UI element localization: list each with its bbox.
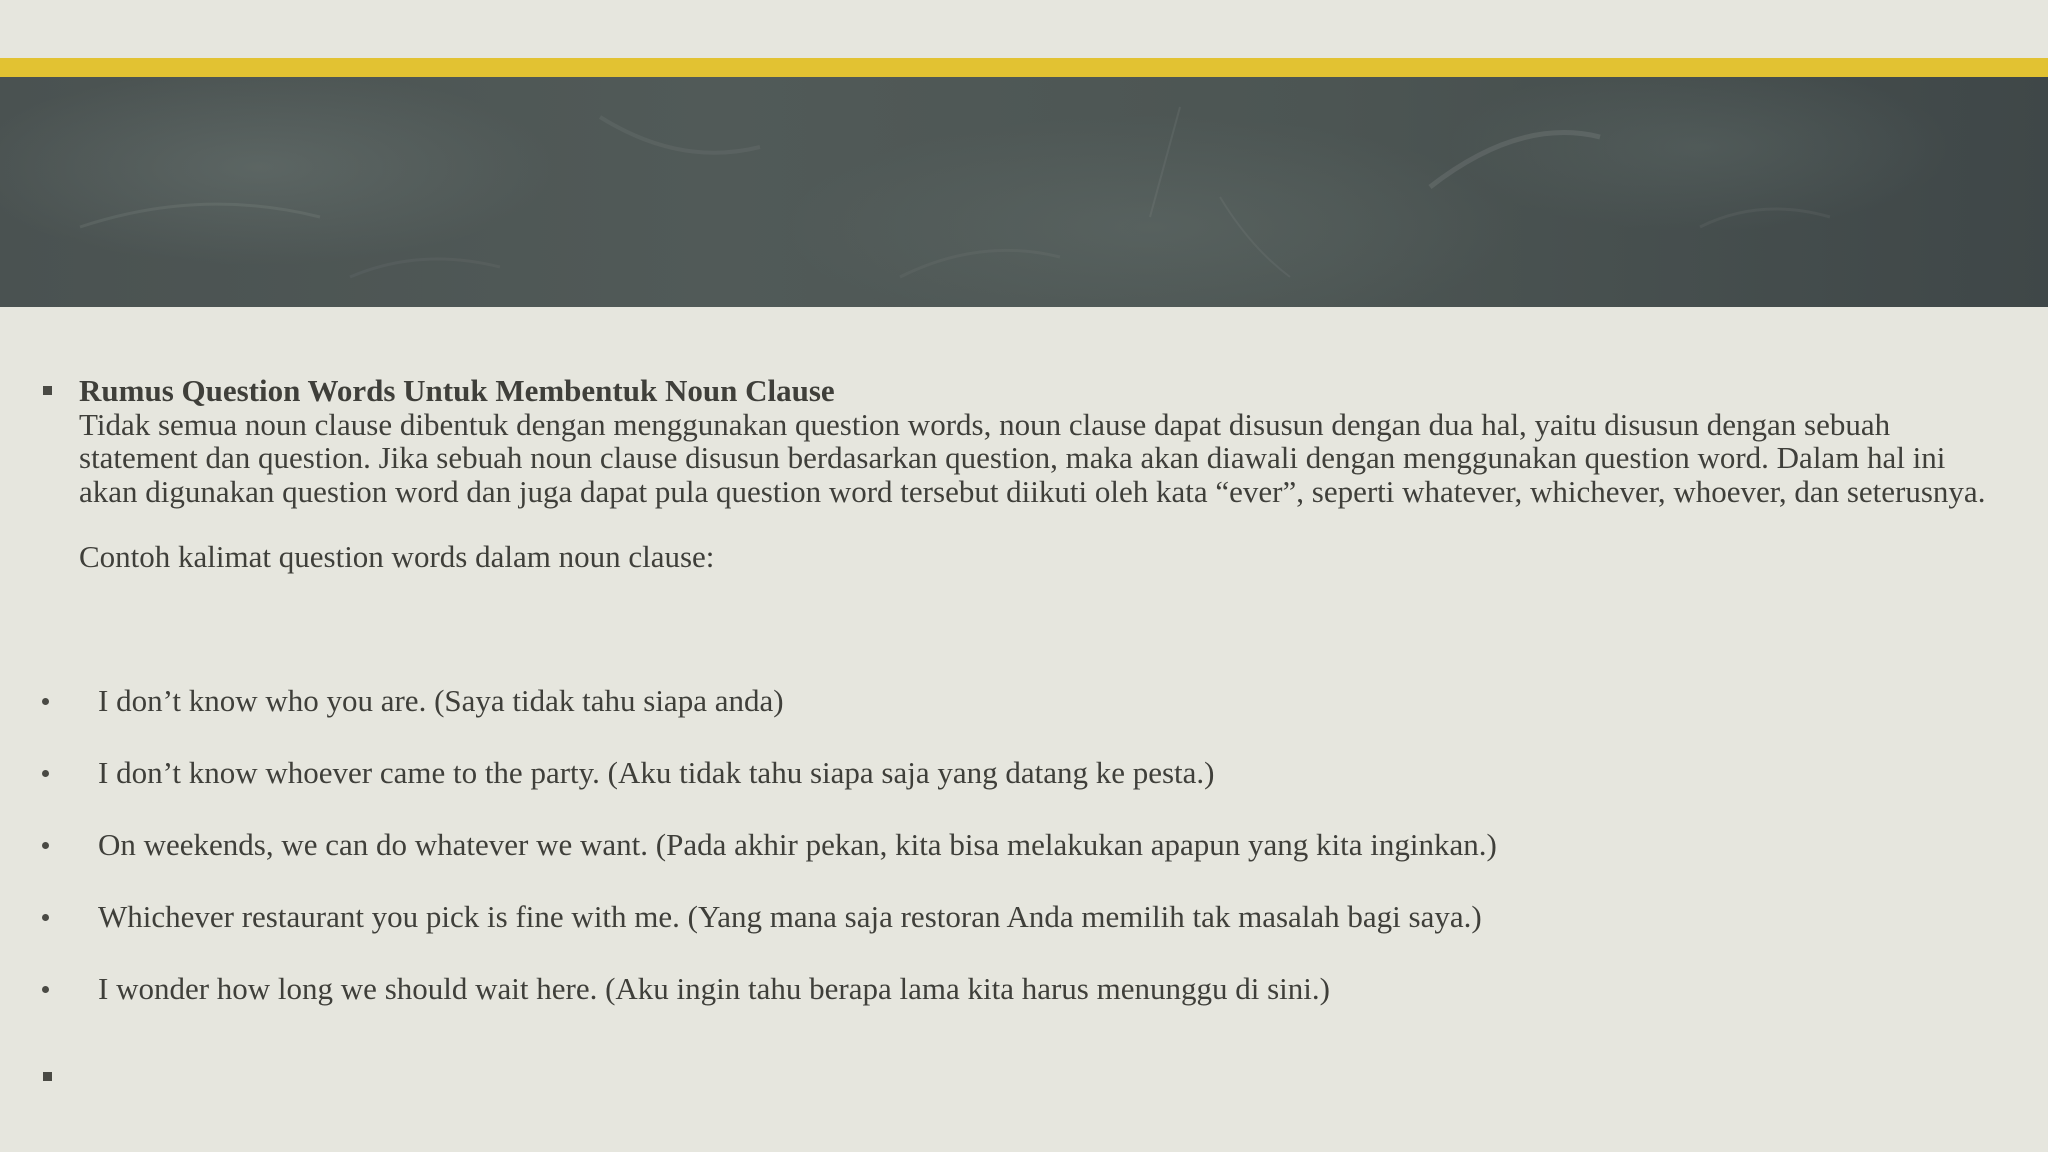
chalkboard-banner bbox=[0, 77, 2048, 307]
empty-square-bullet-icon bbox=[43, 1072, 52, 1081]
list-item bbox=[0, 900, 2048, 972]
chalk-texture bbox=[0, 77, 2048, 307]
round-bullet-icon bbox=[42, 698, 49, 705]
example-sentence: On weekends, we can do whatever we want. (Pada akhir pekan, kita bisa melakukan apapun yang kita inginkan.) bbox=[98, 827, 1497, 862]
list-item bbox=[0, 756, 2048, 828]
example-list bbox=[0, 684, 2048, 1044]
round-bullet-icon bbox=[42, 842, 49, 849]
accent-bar bbox=[0, 58, 2048, 77]
round-bullet-icon bbox=[42, 986, 49, 993]
example-sentence: I don’t know who you are. (Saya tidak tahu siapa anda) bbox=[98, 683, 784, 718]
list-item bbox=[0, 972, 2048, 1044]
section-heading: Rumus Question Words Untuk Membentuk Noun Clause bbox=[79, 373, 835, 408]
round-bullet-icon bbox=[42, 914, 49, 921]
round-bullet-icon bbox=[42, 770, 49, 777]
list-item bbox=[0, 684, 2048, 756]
examples-intro: Contoh kalimat question words dalam noun clause: bbox=[79, 539, 715, 574]
explanation-paragraph: Tidak semua noun clause dibentuk dengan menggunakan question words, noun clause dapat disusun dengan dua hal, yaitu disusun dengan sebuah statement dan question. Jika sebuah noun clause disusun berdasarkan question, maka akan diawali dengan menggunakan question word. Dalam hal ini akan digunakan question word dan juga dapat pula question word tersebut diikuti oleh kata “ever”, seperti whatever, whichever, whoever, dan seterusnya. bbox=[79, 406, 1986, 509]
square-bullet-icon bbox=[43, 386, 52, 395]
example-sentence: I wonder how long we should wait here. (Aku ingin tahu berapa lama kita harus menunggu di sini.) bbox=[98, 971, 1330, 1006]
list-item bbox=[0, 828, 2048, 900]
example-sentence: Whichever restaurant you pick is fine with me. (Yang mana saja restoran Anda memilih tak masalah bagi saya.) bbox=[98, 899, 1482, 934]
slide-content bbox=[0, 373, 2048, 1006]
top-margin-strip bbox=[0, 0, 2048, 58]
main-bullet-item bbox=[0, 374, 2048, 574]
example-sentence: I don’t know whoever came to the party. (Aku tidak tahu siapa saja yang datang ke pesta.) bbox=[98, 755, 1215, 790]
